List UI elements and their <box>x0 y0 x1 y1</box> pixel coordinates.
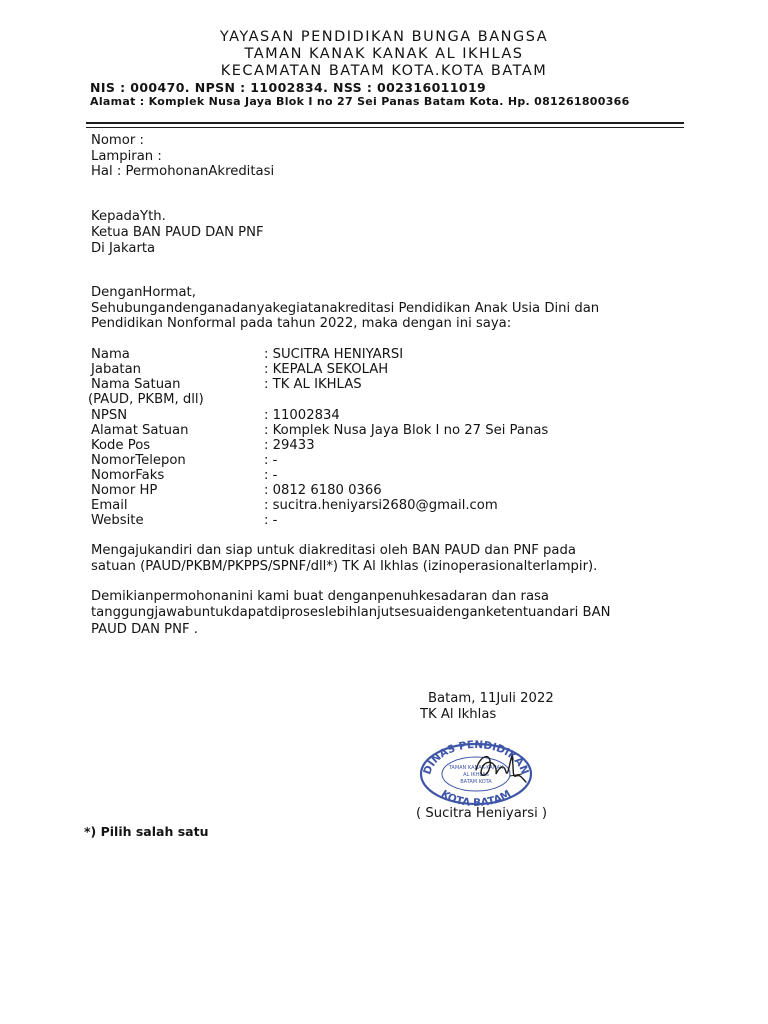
paragraph-2-line-3: PAUD DAN PNF . <box>91 622 198 637</box>
field-value-website: : - <box>264 513 278 528</box>
paragraph-1-line-1: Mengajukandiri dan siap untuk diakreditasi oleh BAN PAUD dan PNF pada <box>91 543 576 558</box>
field-value-npsn: : 11002834 <box>264 408 340 423</box>
header-foundation: YAYASAN PENDIDIKAN BUNGA BANGSA <box>219 29 549 45</box>
field-value-nama-satuan: : TK AL IKHLAS <box>264 377 362 392</box>
signatory-name: ( Sucitra Heniyarsi ) <box>416 806 548 821</box>
header-divider-thin <box>86 127 684 128</box>
header-address: Alamat : Komplek Nusa Jaya Blok I no 27 Sei Panas Batam Kota. Hp. 081261800366 <box>90 95 630 108</box>
ref-hal: Hal : PermohonanAkreditasi <box>91 164 275 179</box>
ref-nomor: Nomor : <box>91 133 144 148</box>
field-label-alamat: Alamat Satuan <box>91 423 189 438</box>
stamp-inner-text-2: AL IKHLAS <box>463 772 489 778</box>
ref-lampiran: Lampiran : <box>91 149 162 164</box>
field-label-jabatan: Jabatan <box>91 362 142 377</box>
header-ids: NIS : 000470. NPSN : 11002834. NSS : 002316011019 <box>90 80 487 95</box>
field-label-hp: Nomor HP <box>91 483 158 498</box>
field-label-telepon: NomorTelepon <box>91 453 186 468</box>
field-label-nama: Nama <box>91 347 130 362</box>
field-label-faks: NomorFaks <box>91 468 165 483</box>
field-label-email: Email <box>91 498 128 513</box>
header-divider-thick <box>86 122 684 124</box>
field-value-telepon: : - <box>264 453 278 468</box>
field-value-kode-pos: : 29433 <box>264 438 315 453</box>
field-note: (PAUD, PKBM, dll) <box>88 392 204 407</box>
opening-line-2: Pendidikan Nonformal pada tahun 2022, maka dengan ini saya: <box>91 316 512 331</box>
paragraph-2-line-2: tanggungjawabuntukdapatdiproseslebihlanjutsesuaidenganketentuandari BAN <box>91 605 611 620</box>
paragraph-1-line-2: satuan (PAUD/PKBM/PKPPS/SPNF/dll*) TK Al Ikhlas (izinoperasionalterlampir). <box>91 559 598 574</box>
recipient-line-2: Ketua BAN PAUD DAN PNF <box>91 225 264 240</box>
footnote: *) Pilih salah satu <box>84 824 209 839</box>
header-school: TAMAN KANAK KANAK AL IKHLAS <box>244 46 524 62</box>
stamp-top-text: DINAS PENDIDIKAN <box>421 738 531 777</box>
field-value-faks: : - <box>264 468 278 483</box>
opening-line-1: Sehubungandenganadanyakegiatanakreditasi Pendidikan Anak Usia Dini dan <box>91 301 600 316</box>
handwritten-signature <box>470 748 530 788</box>
field-value-alamat: : Komplek Nusa Jaya Blok I no 27 Sei Panas <box>264 423 549 438</box>
field-value-email: : sucitra.heniyarsi2680@gmail.com <box>264 498 498 513</box>
stamp-inner-text-1: TAMAN KANAK-KANAK <box>448 765 504 771</box>
field-label-npsn: NPSN <box>91 408 128 423</box>
stamp-bottom-text: KOTA BATAM <box>438 787 514 806</box>
signature-institution: TK Al Ikhlas <box>420 707 497 722</box>
recipient-line-1: KepadaYth. <box>91 209 166 224</box>
field-label-kode-pos: Kode Pos <box>91 438 151 453</box>
salutation: DenganHormat, <box>91 285 196 300</box>
stamp-inner-text-3: BATAM KOTA <box>460 779 492 785</box>
field-value-hp: : 0812 6180 0366 <box>264 483 382 498</box>
field-label-nama-satuan: Nama Satuan <box>91 377 181 392</box>
field-value-nama: : SUCITRA HENIYARSI <box>264 347 404 362</box>
field-label-website: Website <box>91 513 144 528</box>
field-value-jabatan: : KEPALA SEKOLAH <box>264 362 389 377</box>
place-date: Batam, 11Juli 2022 <box>428 691 554 706</box>
header-district: KECAMATAN BATAM KOTA.KOTA BATAM <box>220 63 548 79</box>
paragraph-2-line-1: Demikianpermohonanini kami buat denganpenuhkesadaran dan rasa <box>91 589 549 604</box>
recipient-line-3: Di Jakarta <box>91 241 156 256</box>
